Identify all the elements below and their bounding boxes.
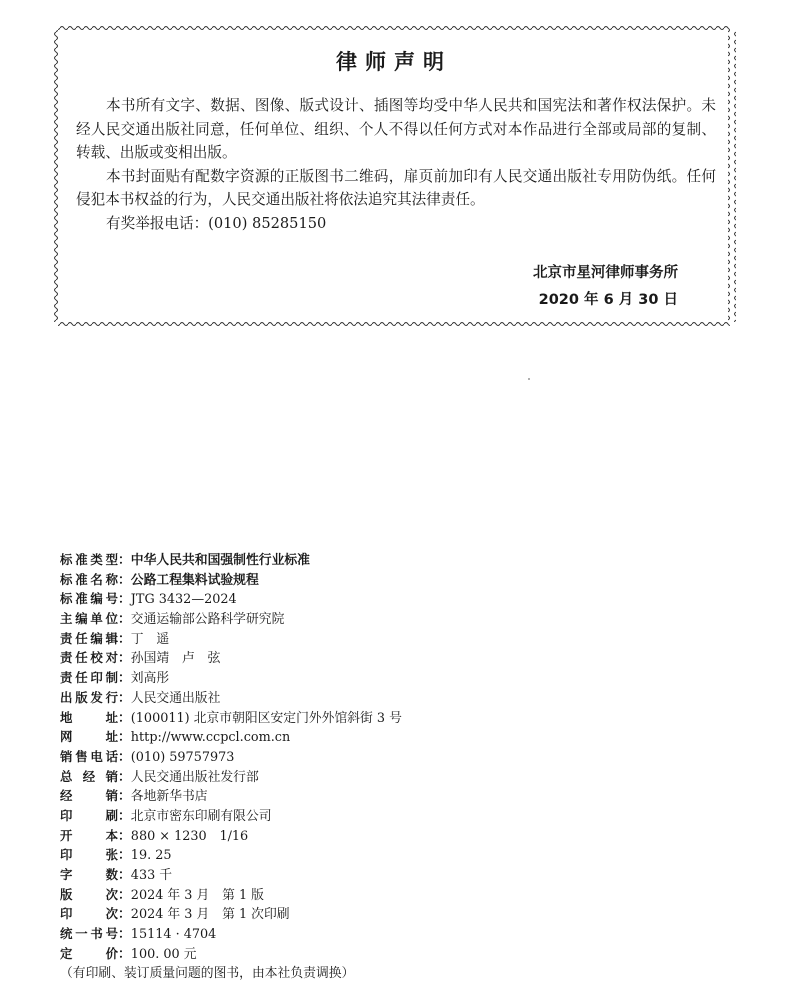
colophon-label: 印刷: [60, 807, 118, 823]
colophon-label: 定价: [60, 945, 118, 961]
statement-body: [76, 94, 716, 235]
colophon-rows: [60, 550, 700, 963]
colophon-value: 433 千: [130, 868, 173, 883]
colophon-value: 880 × 1230 1/16: [130, 828, 249, 844]
colophon-row: [60, 806, 700, 826]
report-hotline: 有奖举报电话：(010) 85285150: [106, 214, 327, 232]
colophon-colon: ：: [118, 710, 131, 726]
colophon-note: （有印刷、装订质量问题的图书，由本社负责调换）: [60, 966, 355, 982]
colophon-value: 北京市密东印刷有限公司: [130, 808, 272, 824]
colophon-row: [60, 727, 700, 747]
colophon-row: [60, 826, 700, 846]
colophon-label: 责任校对: [60, 650, 118, 666]
colophon-value: 孙国靖 卢 弦: [130, 651, 221, 667]
colophon-label: 开本: [60, 827, 118, 843]
colophon-label: 网址: [60, 729, 118, 745]
colophon-row: [60, 904, 700, 924]
colophon-label: 主编单位: [60, 611, 118, 627]
colophon-colon: ：: [118, 730, 131, 746]
colophon-colon: ：: [118, 868, 131, 883]
colophon-value: 15114 · 4704: [130, 927, 217, 943]
statement-title: 律师声明: [336, 50, 452, 74]
colophon-row: [60, 570, 700, 590]
colophon-row: [60, 944, 700, 964]
statement-paragraph: 本书所有文字、数据、图像、版式设计、插图等均受中华人民共和国宪法和著作权法保护。未经人民交通出版社同意，任何单位、组织、个人不得以任何方式对本作品进行全部或局部的复制、转载、出版或变相出版。: [76, 97, 716, 161]
colophon-row: [60, 924, 700, 944]
colophon-label: 总经销: [60, 768, 118, 784]
colophon-colon: ：: [118, 572, 131, 588]
statement-signature: [533, 260, 678, 314]
colophon-value: JTG 3432—2024: [130, 592, 237, 608]
colophon-label: 销售电话: [60, 748, 118, 764]
colophon-value: 2024 年 3 月 第 1 次印刷: [130, 907, 290, 923]
colophon-label: 印张: [60, 847, 118, 863]
colophon-label: 出版发行: [60, 689, 118, 705]
colophon-colon: ：: [118, 927, 131, 943]
colophon-label: 责任编辑: [60, 630, 118, 646]
colophon-colon: ：: [118, 671, 131, 687]
colophon-colon: ：: [118, 651, 131, 667]
colophon-row: [60, 668, 700, 688]
colophon-label: 印次: [60, 906, 118, 922]
colophon-label: 标准类型: [60, 552, 118, 567]
colophon-row: [60, 629, 700, 649]
colophon-value: (100011) 北京市朝阳区安定门外外馆斜街 3 号: [130, 710, 402, 726]
colophon-colon: ：: [118, 631, 131, 647]
colophon-row: [60, 865, 700, 885]
colophon-value: 中华人民共和国强制性行业标准: [130, 553, 310, 568]
colophon-value: 各地新华书店: [130, 789, 208, 805]
colophon-value: 19. 25: [130, 848, 172, 864]
colophon-value: 公路工程集料试验规程: [130, 572, 259, 588]
lawyer-statement-box: [52, 24, 736, 328]
colophon-colon: ：: [118, 690, 131, 706]
statement-date: 2020 年 6 月 30 日: [538, 292, 678, 308]
colophon-value: 2024 年 3 月 第 1 版: [130, 887, 264, 903]
colophon-colon: ：: [118, 828, 131, 844]
colophon-value: 100. 00 元: [130, 946, 197, 962]
colophon-row: [60, 845, 700, 865]
colophon-value: 人民交通出版社发行部: [130, 769, 259, 785]
colophon-value: 人民交通出版社: [130, 690, 221, 706]
colophon-colon: ：: [118, 612, 131, 628]
colophon-label: 地址: [60, 709, 118, 725]
print-speck: [528, 378, 530, 380]
colophon-colon: ：: [118, 946, 131, 962]
colophon-row: [60, 786, 700, 806]
colophon-row: [60, 648, 700, 668]
colophon-row: [60, 609, 700, 629]
colophon-row: [60, 708, 700, 728]
colophon-colon: ：: [118, 848, 131, 864]
colophon-colon: ：: [118, 887, 131, 903]
colophon-row: [60, 688, 700, 708]
colophon-colon: ：: [118, 907, 131, 923]
law-firm-name: 北京市星河律师事务所: [533, 265, 678, 281]
colophon-colon: ：: [118, 749, 131, 765]
colophon-row: [60, 747, 700, 767]
colophon-value: 丁 遥: [130, 631, 170, 647]
colophon-value: (010) 59757973: [130, 749, 235, 765]
colophon-label: 字数: [60, 867, 118, 882]
colophon-value: 刘高彤: [130, 671, 170, 687]
colophon: [60, 550, 700, 983]
colophon-label: 经销: [60, 788, 118, 804]
colophon-row: [60, 550, 700, 570]
colophon-colon: ：: [118, 769, 131, 785]
colophon-label: 责任印制: [60, 670, 118, 686]
colophon-label: 版次: [60, 886, 118, 902]
colophon-colon: ：: [118, 808, 131, 824]
colophon-colon: ：: [118, 592, 131, 608]
statement-paragraph: 本书封面贴有配数字资源的正版图书二维码，扉页前加印有人民交通出版社专用防伪纸。任何侵犯本书权益的行为，人民交通出版社将依法追究其法律责任。: [76, 167, 716, 208]
colophon-label: 标准编号: [60, 591, 118, 607]
colophon-row: [60, 885, 700, 905]
colophon-label: 统一书号: [60, 926, 118, 942]
colophon-row: [60, 589, 700, 609]
colophon-value: 交通运输部公路科学研究院: [130, 612, 285, 628]
colophon-value: http://www.ccpcl.com.cn: [130, 730, 291, 746]
colophon-colon: ：: [118, 789, 131, 805]
colophon-colon: ：: [118, 553, 131, 568]
colophon-row: [60, 767, 700, 787]
colophon-label: 标准名称: [60, 571, 118, 587]
